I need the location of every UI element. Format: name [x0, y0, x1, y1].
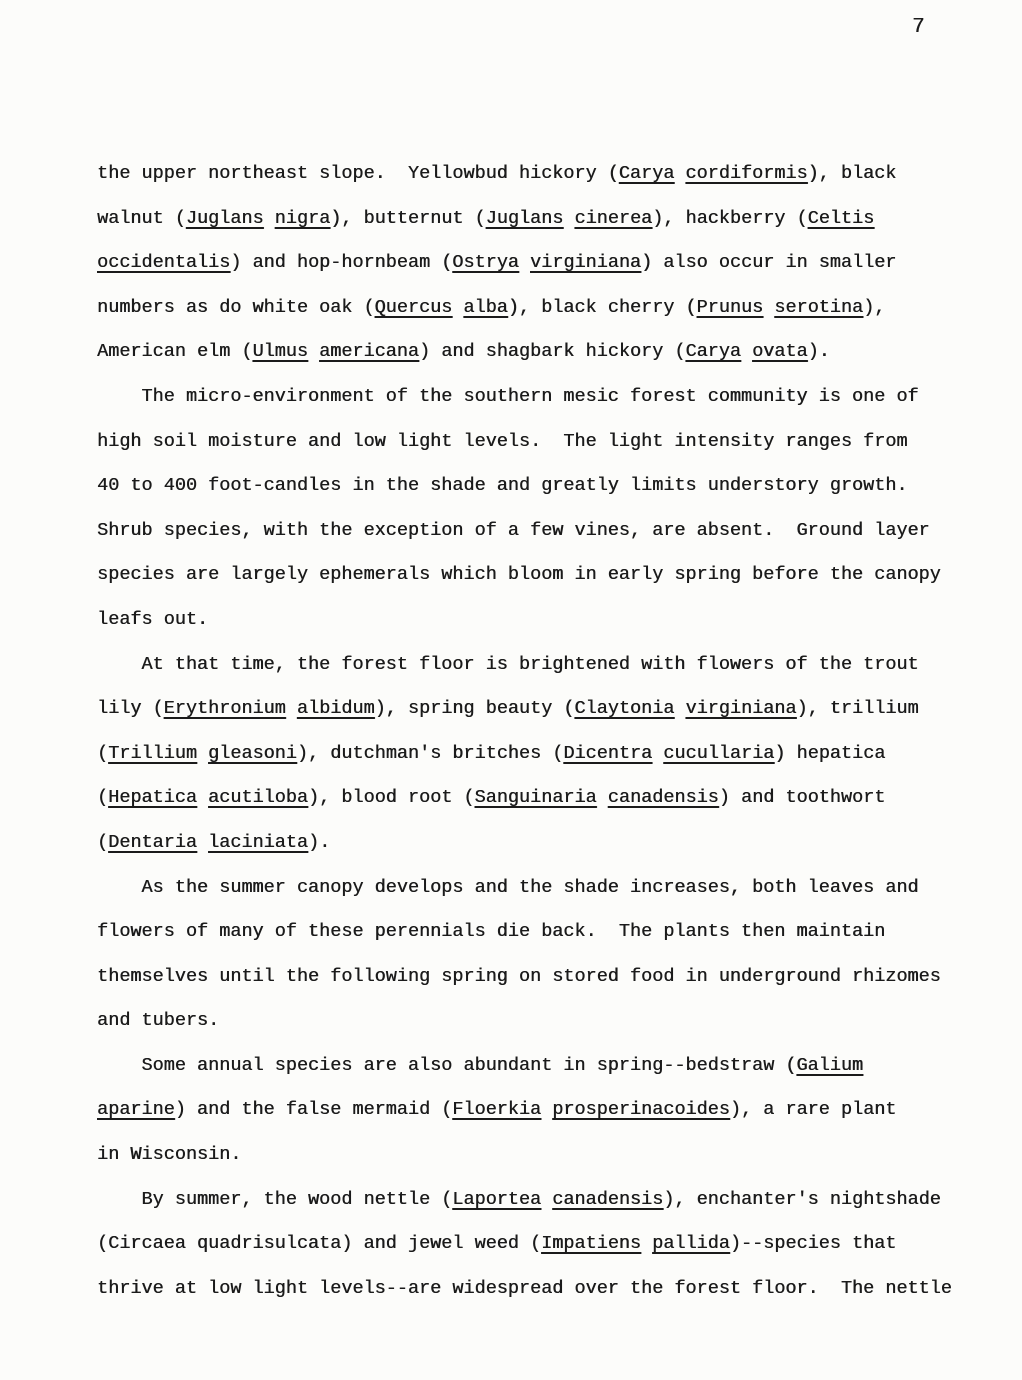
species-name: aparine: [97, 1099, 175, 1121]
text-line: [97, 464, 977, 509]
text-segment: numbers as do white oak (: [97, 296, 375, 318]
text-segment: As the summer canopy develops and the shade increases, both leaves and: [97, 876, 919, 898]
text-segment: (Circaea quadrisulcata) and jewel weed (: [97, 1233, 542, 1255]
text-segment: ), enchanter's nightshade: [663, 1188, 941, 1210]
text-segment: [674, 163, 685, 184]
species-name: Hepatica: [108, 787, 197, 809]
species-name: canadensis: [607, 787, 719, 809]
species-name: cinerea: [574, 207, 653, 229]
text-line: [97, 286, 977, 331]
species-name: Galium: [796, 1054, 864, 1076]
species-name: virginiana: [685, 698, 797, 720]
species-name: Laportea: [452, 1188, 542, 1210]
species-name: Dentaria: [108, 831, 197, 853]
text-segment: ), hackberry (: [652, 207, 808, 229]
text-segment: (: [97, 831, 109, 853]
text-line: [97, 509, 977, 554]
species-name: ovata: [752, 341, 808, 363]
text-segment: Some annual species are also abundant in spring--bedstraw (: [97, 1054, 797, 1076]
species-name: pallida: [652, 1233, 730, 1255]
text-segment: [652, 743, 663, 764]
text-line: [97, 866, 977, 911]
text-line: [97, 687, 977, 732]
text-segment: leafs out.: [97, 608, 209, 630]
text-line: [97, 1222, 977, 1267]
text-segment: ), blood root (: [307, 787, 475, 809]
text-line: [97, 1133, 977, 1178]
species-name: nigra: [274, 207, 331, 229]
text-segment: ), black: [807, 163, 897, 184]
species-name: Floerkia: [452, 1099, 542, 1121]
text-segment: ),: [863, 296, 886, 318]
text-segment: [197, 832, 208, 853]
text-segment: Shrub species, with the exception of a few vines, are absent. Ground layer: [97, 519, 930, 541]
text-segment: ), butternut (: [330, 207, 486, 229]
text-segment: high soil moisture and low light levels. The light intensity ranges from: [97, 430, 908, 452]
species-name: americana: [319, 341, 419, 363]
text-segment: ) and the false mermaid (: [174, 1099, 453, 1121]
text-segment: [763, 297, 774, 318]
text-segment: ), a rare plant: [729, 1099, 897, 1121]
text-segment: [741, 341, 752, 362]
text-segment: ) and shagbark hickory (: [418, 341, 686, 363]
species-name: Carya: [618, 163, 675, 184]
species-name: occidentalis: [97, 252, 231, 274]
text-segment: ).: [307, 831, 331, 853]
text-segment: (: [97, 742, 109, 764]
species-name: Prunus: [696, 296, 764, 318]
text-segment: ), black cherry (: [507, 296, 697, 318]
text-segment: lily (: [97, 698, 164, 720]
page-number: 7: [912, 16, 926, 39]
text-segment: [541, 1189, 552, 1210]
text-segment: ) also occur in smaller: [641, 252, 897, 274]
text-segment: [197, 787, 208, 808]
text-line: [97, 776, 977, 821]
text-segment: walnut (: [97, 207, 186, 229]
species-name: serotina: [774, 296, 864, 318]
text-line: [97, 420, 977, 465]
text-line: [97, 643, 977, 688]
text-segment: [452, 297, 463, 318]
text-segment: [641, 1233, 652, 1254]
text-segment: [674, 698, 685, 719]
text-line: [97, 330, 977, 375]
species-name: virginiana: [530, 252, 642, 274]
species-name: Quercus: [374, 296, 453, 318]
text-line: [97, 821, 977, 866]
text-segment: The micro-environment of the southern mesic forest community is one of: [97, 385, 919, 407]
text-line: [97, 553, 977, 598]
species-name: Celtis: [807, 207, 875, 229]
text-segment: flowers of many of these perennials die back. The plants then maintain: [97, 921, 886, 943]
text-line: [97, 999, 977, 1044]
species-name: Trillium: [108, 742, 197, 764]
text-segment: in Wisconsin.: [97, 1144, 242, 1166]
text-segment: ), dutchman's britches (: [296, 742, 564, 764]
text-segment: ), spring beauty (: [374, 698, 575, 720]
text-segment: [597, 787, 608, 808]
species-name: Sanguinaria: [474, 787, 597, 809]
text-segment: [563, 208, 574, 229]
species-name: cucullaria: [663, 742, 775, 764]
text-line: [97, 1088, 977, 1133]
text-line: [97, 152, 977, 197]
text-segment: ) and toothwort: [718, 787, 886, 809]
species-name: Ulmus: [252, 341, 308, 363]
text-segment: 40 to 400 foot-candles in the shade and greatly limits understory growth.: [97, 475, 908, 497]
text-line: [97, 197, 977, 242]
species-name: Claytonia: [574, 698, 675, 720]
text-segment: [541, 1099, 552, 1120]
species-name: Dicentra: [563, 742, 653, 764]
species-name: Juglans: [485, 207, 564, 229]
text-segment: American elm (: [97, 341, 253, 363]
text-line: [97, 955, 977, 1000]
species-name: Impatiens: [541, 1233, 641, 1255]
species-name: prosperinacoides: [552, 1099, 730, 1121]
text-line: [97, 1178, 977, 1223]
species-name: acutiloba: [208, 787, 308, 809]
text-segment: ), trillium: [796, 698, 919, 720]
text-line: [97, 910, 977, 955]
species-name: laciniata: [208, 831, 308, 853]
text-line: [97, 598, 977, 643]
text-line: [97, 375, 977, 420]
species-name: alba: [463, 296, 508, 318]
text-segment: [308, 341, 319, 362]
text-segment: thrive at low light levels--are widespread over the forest floor. The nettle: [97, 1277, 952, 1299]
text-segment: At that time, the forest floor is brightened with flowers of the trout: [97, 653, 919, 675]
text-segment: species are largely ephemerals which bloom in early spring before the canopy: [97, 564, 941, 586]
text-segment: [197, 743, 208, 764]
text-segment: [519, 252, 530, 273]
text-segment: ).: [807, 341, 830, 363]
species-name: albidum: [296, 698, 375, 720]
species-name: Ostrya: [452, 252, 519, 274]
text-segment: the upper northeast slope. Yellowbud hickory (: [97, 163, 619, 184]
species-name: cordiformis: [685, 163, 808, 184]
text-segment: (: [97, 787, 109, 809]
text-segment: ) and hop-hornbeam (: [230, 252, 453, 274]
text-line: [97, 241, 977, 286]
species-name: Carya: [685, 341, 741, 363]
species-name: gleasoni: [208, 742, 297, 764]
text-segment: [264, 208, 275, 229]
text-segment: and tubers.: [97, 1010, 220, 1032]
species-name: Erythronium: [163, 698, 286, 720]
text-line: [97, 1044, 977, 1089]
text-segment: )--species that: [729, 1233, 897, 1255]
text-line: [97, 1267, 977, 1312]
text-segment: [286, 698, 297, 719]
text-segment: themselves until the following spring on stored food in underground rhizomes: [97, 965, 941, 987]
species-name: canadensis: [552, 1188, 664, 1210]
species-name: Juglans: [185, 207, 264, 229]
text-line: [97, 732, 977, 777]
text-segment: ) hepatica: [774, 742, 886, 764]
text-block: [97, 152, 977, 1311]
text-segment: By summer, the wood nettle (: [97, 1188, 453, 1210]
